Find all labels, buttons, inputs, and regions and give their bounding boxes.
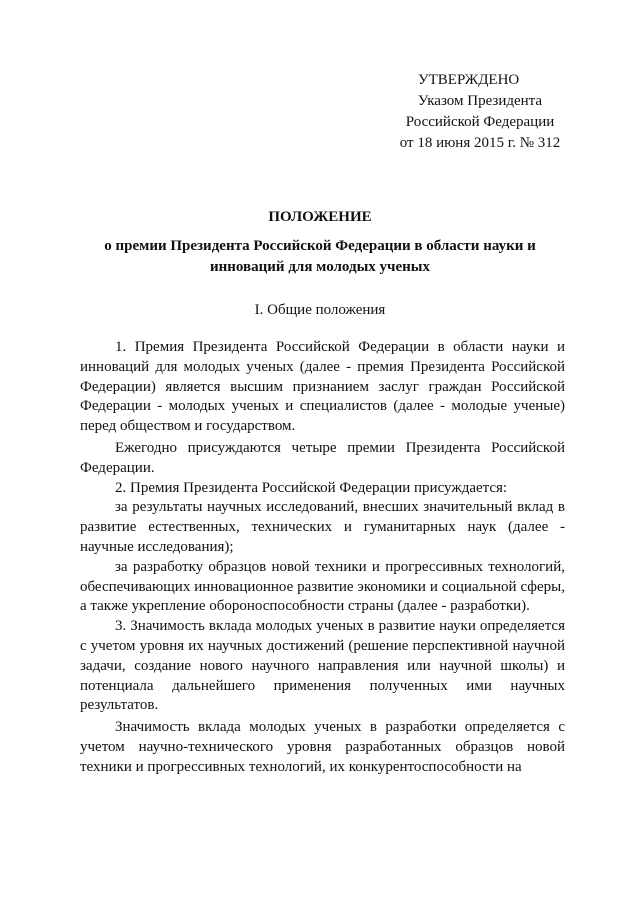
approval-line-date: от 18 июня 2015 г. № 312 [399,135,561,151]
paragraph: за разработку образцов новой техники и прогрессивных технологий, обеспечивающих инновационное развитие экономики и социальной сферы, а также укрепление обороноспособности страны (далее - разработки). [80,558,565,615]
approval-heading: УТВЕРЖДЕНО [418,72,520,88]
document-subtitle: о премии Президента Российской Федерации в области науки и инноваций для молодых ученых [104,238,536,275]
paragraph: за результаты научных исследований, внесших значительный вклад в развитие естественных, технических и гуманитарных наук (далее - научные исследования); [80,499,565,555]
document-body [80,338,565,778]
approval-line-country: Российской Федерации [405,114,555,130]
approval-line-decree: Указом Президента [417,93,543,109]
paragraph: 1. Премия Президента Российской Федерации в области науки и инноваций для молодых ученых (далее - премия Президента Российской Федерации) является высшим признанием заслуг граждан Российской Федерации - молодых ученых и специалистов (далее - молодые ученые) перед обществом и государством. [80,339,565,435]
section-heading: I. Общие положения [254,302,386,318]
document-title: ПОЛОЖЕНИЕ [268,209,372,225]
paragraph: 3. Значимость вклада молодых ученых в развитие науки определяется с учетом уровня их научных достижений (решение перспективной научной задачи, создание нового научного направления или научной школы) и потенциала дальнейшего применения полученных ими научных результатов. [80,618,565,714]
paragraph: Значимость вклада молодых ученых в разработки определяется с учетом научно-технического уровня разработанных образцов новой техники и прогрессивных технологий, их конкурентоспособности на [80,719,565,775]
paragraph: 2. Премия Президента Российской Федерации присуждается: [115,479,508,496]
approval-block [380,70,580,154]
paragraph: Ежегодно присуждаются четыре премии Президента Российской Федерации. [80,439,565,476]
